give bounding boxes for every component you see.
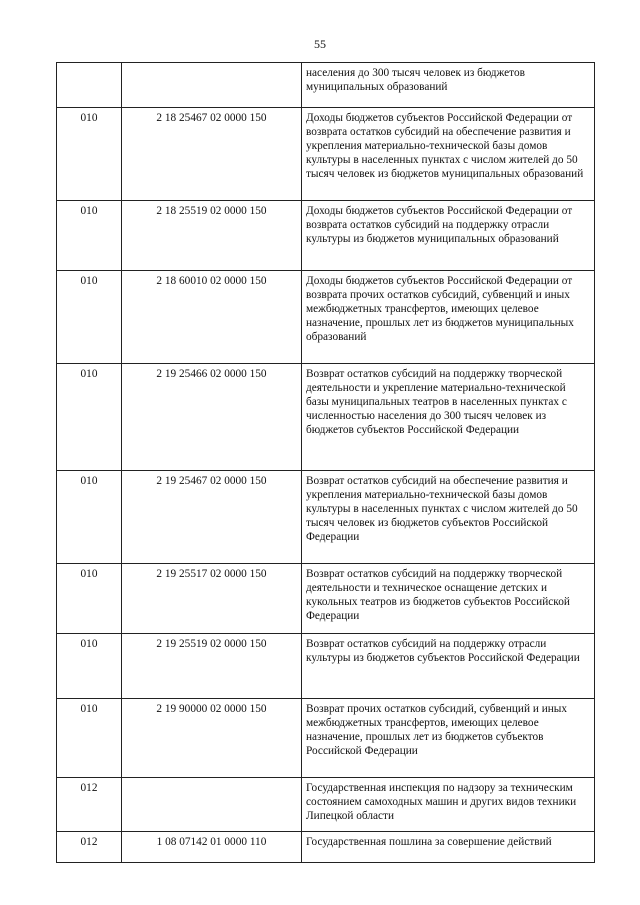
admin-code-cell: 010 bbox=[57, 271, 122, 364]
description-cell: Доходы бюджетов субъектов Российской Федерации от возврата прочих остатков субсидий, субвенций и иных межбюджетных трансфертов, имеющих целевое назначение, прошлых лет из бюджетов муниципальных образований bbox=[302, 271, 595, 364]
admin-code-cell bbox=[57, 63, 122, 108]
table-row bbox=[57, 271, 595, 364]
budget-code-cell: 2 19 25467 02 0000 150 bbox=[122, 471, 302, 564]
admin-code-cell: 010 bbox=[57, 471, 122, 564]
table-row bbox=[57, 778, 595, 832]
admin-code-cell: 010 bbox=[57, 634, 122, 699]
admin-code-cell: 010 bbox=[57, 364, 122, 471]
budget-code-cell: 1 08 07142 01 0000 110 bbox=[122, 832, 302, 863]
table-row bbox=[57, 364, 595, 471]
table-row bbox=[57, 63, 595, 108]
admin-code-cell: 010 bbox=[57, 201, 122, 271]
admin-code-cell: 010 bbox=[57, 699, 122, 778]
budget-code-cell: 2 19 25519 02 0000 150 bbox=[122, 634, 302, 699]
table-row bbox=[57, 108, 595, 201]
budget-code-cell bbox=[122, 778, 302, 832]
description-cell: Доходы бюджетов субъектов Российской Федерации от возврата остатков субсидий на обеспечение развития и укрепления материально-технической базы домов культуры в населенных пунктах с числом жителей до 50 тысяч человек из бюджетов муниципальных образований bbox=[302, 108, 595, 201]
budget-code-cell: 2 19 25517 02 0000 150 bbox=[122, 564, 302, 634]
budget-code-cell: 2 18 25519 02 0000 150 bbox=[122, 201, 302, 271]
admin-code-cell: 012 bbox=[57, 778, 122, 832]
budget-code-cell: 2 19 25466 02 0000 150 bbox=[122, 364, 302, 471]
description-cell: Возврат остатков субсидий на поддержку творческой деятельности и укрепление материально-технической базы муниципальных театров в населенных пунктах с численностью населения до 300 тысяч человек из бюджетов субъектов Российской Федерации bbox=[302, 364, 595, 471]
table-row bbox=[57, 471, 595, 564]
budget-code-cell: 2 18 60010 02 0000 150 bbox=[122, 271, 302, 364]
table-row bbox=[57, 832, 595, 863]
budget-code-cell bbox=[122, 63, 302, 108]
description-cell: Доходы бюджетов субъектов Российской Федерации от возврата остатков субсидий на поддержку отрасли культуры из бюджетов муниципальных образований bbox=[302, 201, 595, 271]
description-cell: Возврат остатков субсидий на обеспечение развития и укрепления материально-технической базы домов культуры в населенных пунктах с числом жителей до 50 тысяч человек из бюджетов субъектов Российской Федерации bbox=[302, 471, 595, 564]
admin-code-cell: 012 bbox=[57, 832, 122, 863]
description-cell: Возврат остатков субсидий на поддержку творческой деятельности и техническое оснащение детских и кукольных театров из бюджетов субъектов Российской Федерации bbox=[302, 564, 595, 634]
description-cell: Государственная инспекция по надзору за техническим состоянием самоходных машин и других видов техники Липецкой области bbox=[302, 778, 595, 832]
description-cell: Государственная пошлина за совершение действий bbox=[302, 832, 595, 863]
description-cell: населения до 300 тысяч человек из бюджетов муниципальных образований bbox=[302, 63, 595, 108]
description-cell: Возврат прочих остатков субсидий, субвенций и иных межбюджетных трансфертов, имеющих целевое назначение, прошлых лет из бюджетов субъектов Российской Федерации bbox=[302, 699, 595, 778]
admin-code-cell: 010 bbox=[57, 564, 122, 634]
page-number: 55 bbox=[314, 37, 326, 51]
table-row bbox=[57, 634, 595, 699]
admin-code-cell: 010 bbox=[57, 108, 122, 201]
budget-classification-table bbox=[56, 62, 595, 863]
table-row bbox=[57, 564, 595, 634]
table-row bbox=[57, 699, 595, 778]
budget-code-cell: 2 18 25467 02 0000 150 bbox=[122, 108, 302, 201]
table-row bbox=[57, 201, 595, 271]
description-cell: Возврат остатков субсидий на поддержку отрасли культуры из бюджетов субъектов Российской Федерации bbox=[302, 634, 595, 699]
budget-code-cell: 2 19 90000 02 0000 150 bbox=[122, 699, 302, 778]
